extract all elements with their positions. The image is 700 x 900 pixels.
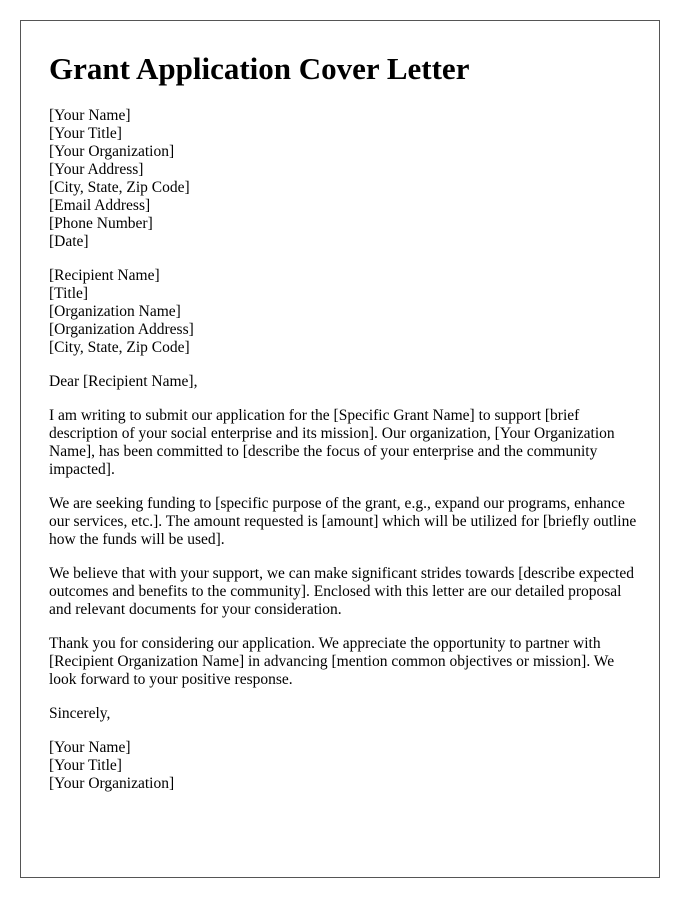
letter-page xyxy=(20,20,660,878)
body-paragraph-intro: I am writing to submit our application for the [Specific Grant Name] to support [brief description of your social enterprise and its mission]. Our organization, [Your Organization Name], has been committed to [describe the focus of your enterprise and the community impacted]. xyxy=(49,407,615,478)
recipient-block xyxy=(49,267,631,357)
body-paragraph-funding: We are seeking funding to [specific purpose of the grant, e.g., expand our programs, enhance our services, etc.]. The amount requested is [amount] which will be utilized for [briefly outline how the funds will be used]. xyxy=(49,495,637,548)
sender-title: [Your Title] xyxy=(49,125,122,142)
sender-address: [Your Address] xyxy=(49,161,144,178)
signature-block xyxy=(49,739,631,793)
sender-block xyxy=(49,107,631,251)
sender-phone: [Phone Number] xyxy=(49,215,153,232)
sender-name: [Your Name] xyxy=(49,107,131,124)
signature-name: [Your Name] xyxy=(49,739,131,756)
recipient-city-state-zip: [City, State, Zip Code] xyxy=(49,339,190,356)
sender-organization: [Your Organization] xyxy=(49,143,175,160)
body-paragraph-outcomes: We believe that with your support, we can make significant strides towards [describe expected outcomes and benefits to the community]. Enclosed with this letter are our detailed proposal and relevant documents for your consideration. xyxy=(49,565,634,618)
closing: Sincerely, xyxy=(49,705,111,722)
salutation: Dear [Recipient Name], xyxy=(49,373,198,390)
sender-email: [Email Address] xyxy=(49,197,151,214)
recipient-address: [Organization Address] xyxy=(49,321,194,338)
recipient-name: [Recipient Name] xyxy=(49,267,160,284)
sender-city-state-zip: [City, State, Zip Code] xyxy=(49,179,190,196)
body-paragraph-thanks: Thank you for considering our application. We appreciate the opportunity to partner with [Recipient Organization Name] in advancing [mention common objectives or mission]. We look forward to your positive response. xyxy=(49,635,615,688)
letter-date: [Date] xyxy=(49,233,89,250)
letter-title: Grant Application Cover Letter xyxy=(49,51,470,86)
signature-title: [Your Title] xyxy=(49,757,122,774)
signature-organization: [Your Organization] xyxy=(49,775,175,792)
recipient-organization: [Organization Name] xyxy=(49,303,181,320)
recipient-title: [Title] xyxy=(49,285,89,302)
